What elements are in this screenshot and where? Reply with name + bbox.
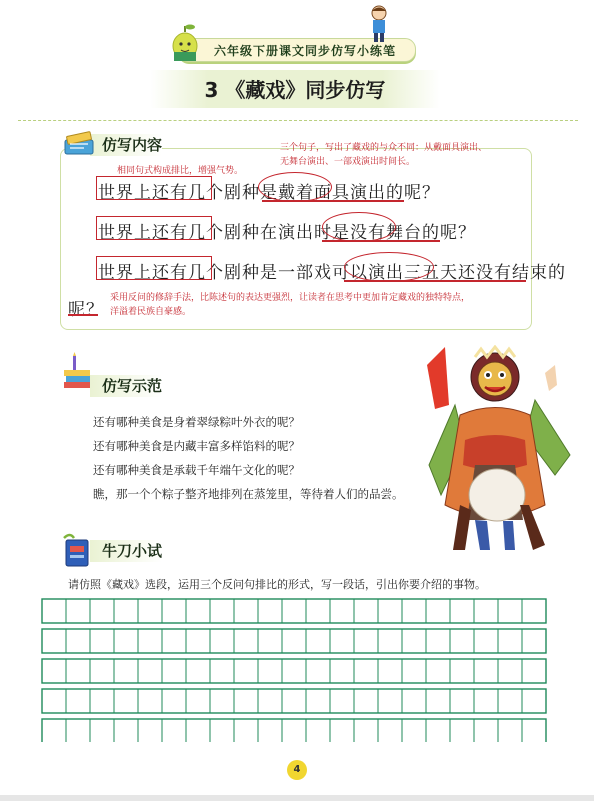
annotation-rhetoric-2: 洋溢着民族自豪感。	[110, 307, 192, 317]
boy-mascot-icon	[368, 4, 390, 44]
section-heading-practice: 牛刀小试	[56, 538, 162, 564]
box-mark-2	[96, 216, 212, 240]
example-line-4: 瞧，那一个个粽子整齐地排列在蒸笼里，等待着人们的品尝。	[93, 487, 404, 501]
oval-mark-2	[322, 212, 396, 242]
pear-mascot-icon	[168, 22, 202, 64]
sentence-2: 世界上还有几个剧种在演出时是没有舞台的呢？	[98, 223, 476, 243]
example-line-1: 还有哪种美食是身着翠绿粽叶外衣的呢？	[93, 415, 300, 429]
annotation-features-2: 无舞台演出、一部戏演出时间长。	[280, 157, 416, 167]
practice-prompt: 请仿照《藏戏》选段，运用三个反问句排比的形式，写一段话，引出你要介绍的事物。	[68, 578, 486, 591]
underline-3-end	[68, 314, 98, 316]
header-banner-text: 六年级下册课文同步仿写小练笔	[214, 44, 397, 58]
writing-grid[interactable]	[41, 598, 551, 742]
tibetan-opera-dancer-image	[405, 345, 585, 555]
oval-mark-1	[258, 172, 332, 202]
oval-mark-3	[344, 252, 434, 282]
stacked-books-icon	[60, 352, 94, 392]
annotation-features-1: 三个句子，写出了藏戏的与众不同：从戴面具演出、	[280, 143, 488, 153]
underline-1	[262, 200, 404, 202]
box-mark-3	[96, 256, 212, 280]
header-divider	[18, 120, 578, 121]
book-icon	[62, 128, 96, 160]
sentence-3: 世界上还有几个剧种是一部戏可以演出三五天还没有结束的	[98, 263, 566, 283]
sentence-3-end: 呢？	[68, 300, 104, 320]
box-mark-1	[96, 176, 212, 200]
grid-row[interactable]	[42, 599, 546, 623]
blue-book-icon	[60, 530, 92, 568]
annotation-parallel: 相同句式构成排比，增强气势。	[117, 166, 244, 176]
example-line-2: 还有哪种美食是内藏丰富多样馅料的呢？	[93, 439, 300, 453]
underline-3	[344, 280, 526, 282]
section-heading-content: 仿写内容	[56, 132, 162, 158]
page-number: 4	[287, 760, 307, 780]
example-line-3: 还有哪种美食是承载千年端午文化的呢？	[93, 463, 300, 477]
grid-row[interactable]	[42, 629, 546, 653]
grid-row[interactable]	[42, 689, 546, 713]
section-heading-example: 仿写示范	[56, 373, 162, 399]
underline-2	[322, 240, 440, 242]
grid-row[interactable]	[42, 659, 546, 683]
sentence-1: 世界上还有几个剧种是戴着面具演出的呢？	[98, 183, 440, 203]
bottom-rule	[0, 795, 594, 801]
page-title: 3 《藏戏》同步仿写	[204, 78, 386, 102]
grid-row[interactable]	[42, 719, 546, 742]
annotation-rhetoric-1: 采用反问的修辞手法，比陈述句的表达更强烈，让读者在思考中更加肯定藏戏的独特特点，	[110, 293, 471, 303]
